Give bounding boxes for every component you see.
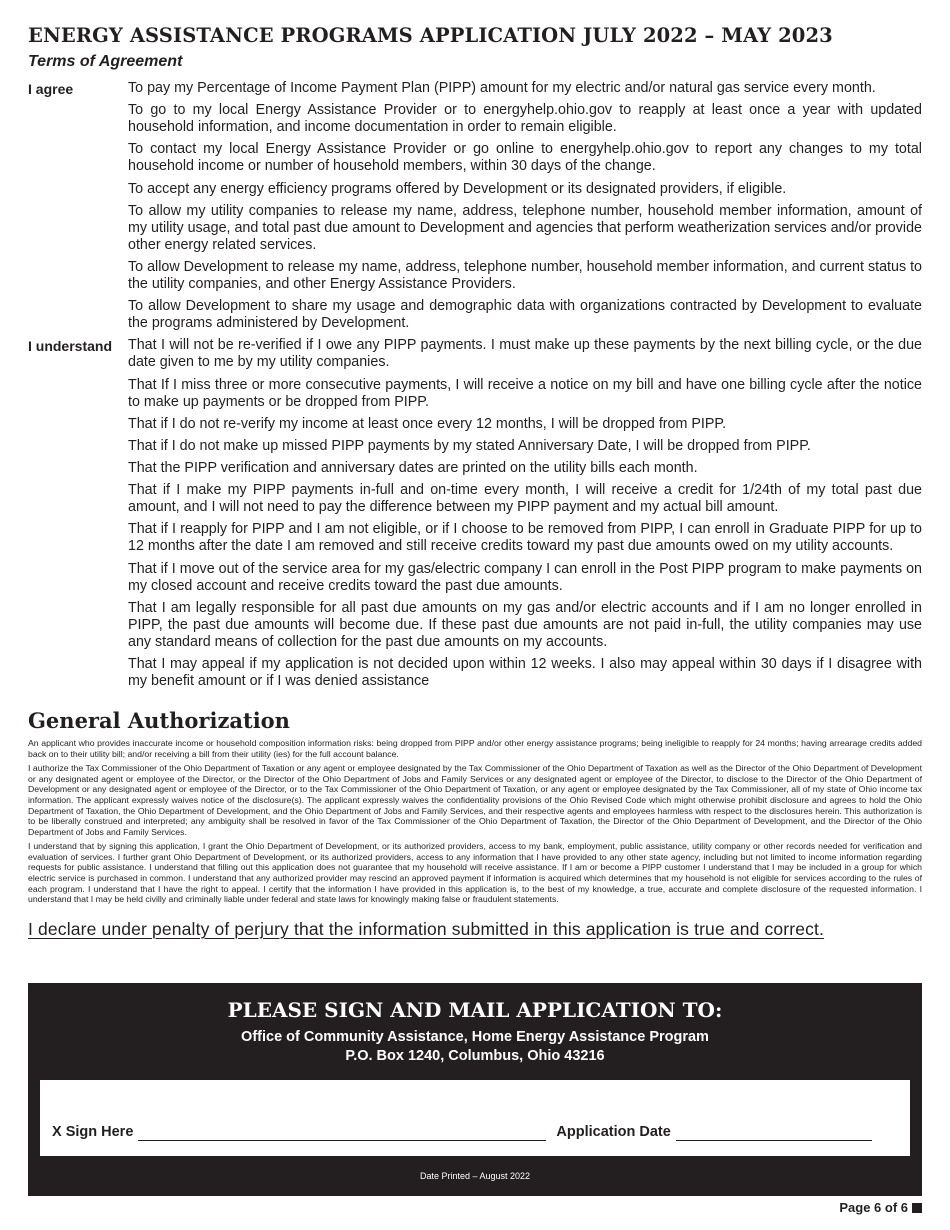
agree-section: [28, 80, 922, 337]
date-printed: Date Printed – August 2022: [419, 1171, 531, 1181]
signature-field[interactable]: [138, 1128, 546, 1141]
mail-heading: PLEASE SIGN AND MAIL APPLICATION TO:: [227, 998, 723, 1022]
page-title: ENERGY ASSISTANCE PROGRAMS APPLICATION JULY 2022 – MAY 2023: [28, 24, 833, 47]
page-number: Page 6 of 6: [839, 1200, 908, 1215]
terms-of-agreement: [28, 80, 922, 695]
agree-label: I agree: [28, 81, 74, 97]
mailing-instructions-box: [28, 983, 922, 1196]
signature-row: [52, 1124, 872, 1141]
understand-item: That if I do not re-verify my income at least once every 12 months, I will be dropped from PIPP.: [128, 415, 727, 432]
understand-item: That if I make my PIPP payments in-full and on-time every month, I will receive a credit for 1/24th of my total past due amount, and I will not need to pay the difference between my PIPP payment and my actual bill amount.: [128, 482, 922, 516]
perjury-declaration: I declare under penalty of perjury that the information submitted in this application is true and correct.: [28, 918, 825, 939]
mail-address: P.O. Box 1240, Columbus, Ohio 43216: [345, 1048, 605, 1064]
understand-item: That I am legally responsible for all past due amounts on my gas and/or electric accounts and if I am no longer enrolled in PIPP, the past due amounts will become due. If these past due amounts are not paid in-full, the utility companies may use any standard means of collection for the past due amounts on my accounts.: [128, 599, 922, 650]
agree-item: To accept any energy efficiency programs offered by Development or its designated providers, if eligible.: [128, 180, 787, 197]
agree-item: To contact my local Energy Assistance Provider or go online to energyhelp.ohio.gov to report any changes to my total household income or number of household members, within 30 days of the change.: [128, 141, 922, 175]
signature-area: [40, 1080, 910, 1156]
agree-item: To allow my utility companies to release my name, address, telephone number, household member information, amount of my utility usage, and total past due amount to Development and agencies that perform weatherization services and/or provide other energy related services.: [128, 202, 922, 253]
general-authorization-heading: General Authorization: [28, 708, 290, 734]
authorization-paragraph: I authorize the Tax Commissioner of the Ohio Department of Taxation or any agent or employee designated by the Tax Commissioner of the Ohio Department of Taxation as well as the Director of the Ohio Department of Development or any designated agent or employee of the Director, or the Director of the Ohio Department of Jobs and Family Services or any designated agent or employee of the Director, to disclose to the Director of the Ohio Department of Development or any designated agent or employee of the Director, or to the Tax Commissioner of the Ohio Department of Taxation, or any agent or employee designated by the Tax Commissioner, all of my state of Ohio income tax information. The applicant expressly waives notice of the disclosure(s). The applicant expressly waives the confidentiality provisions of the Ohio Revised Code which might otherwise prohibit disclosure and agrees to hold the Ohio Department of Taxation, the Ohio Department of Development, and the Ohio Department of Jobs and Family Services, and their respective agents and employees harmless with respect to the disclosures herein. This authorization is to be liberally construed and interpreted; any ambiguity shall be resolved in favor of the Tax Commissioner of the Ohio Department of Taxation, the Director of the Ohio Department of Development, and the Director of the Ohio Department of Jobs and Family Services.: [28, 763, 922, 837]
agree-item: To allow Development to share my usage and demographic data with organizations contracted by Development to evaluate the programs administered by Development.: [128, 298, 922, 332]
understand-item: That I may appeal if my application is not decided upon within 12 weeks. I also may appeal within 30 days if I disagree with my benefit amount or if I was denied assistance: [128, 656, 922, 689]
understand-section: [28, 337, 922, 695]
sign-here-label: X Sign Here: [52, 1124, 134, 1140]
authorization-paragraph: I understand that by signing this application, I grant the Ohio Department of Development, or its authorized providers, access to my bank, employment, public assistance, utility company or other records needed for verification and evaluation of services. I further grant Ohio Department of Development, or its authorized providers, access to any information that I have provided to any other state agency, including but not limited to income information regarding requests for public assistance. I understand that filling out this application does not guarantee that my household will receive assistance. If I am or become a PIPP customer I understand that I may be included in a group for which electric service is purchased in common. I understand that any authorized provider may rescind an approved payment if information is acquired which determines that my household is not eligible for services according to the rules of each program. I understand that I have the right to appeal. I certify that the information I have provided in this application is, to the best of my knowledge, a true, accurate and complete disclosure of the requested information. I understand that I may be held civilly and criminally liable under federal and state laws for knowingly making false or fraudulent statements.: [28, 841, 922, 905]
mail-office: Office of Community Assistance, Home Energy Assistance Program: [241, 1029, 709, 1045]
agree-items: [128, 80, 922, 337]
application-date-field[interactable]: [676, 1128, 872, 1141]
understand-items: [128, 337, 922, 695]
understand-item: That I will not be re-verified if I owe any PIPP payments. I must make up these payments by the next billing cycle, or the due date given to me by my utility companies.: [128, 337, 922, 371]
understand-item: That if I reapply for PIPP and I am not eligible, or if I choose to be removed from PIPP, I can enroll in Graduate PIPP for up to 12 months after the date I am removed and still receive credits toward my past due amounts owed on my utility accounts.: [128, 521, 922, 555]
page-footer: [839, 1200, 922, 1216]
agree-item: To pay my Percentage of Income Payment Plan (PIPP) amount for my electric and/or natural gas service every month.: [128, 80, 876, 96]
understand-item: That if I move out of the service area for my gas/electric company I can enroll in the Post PIPP program to make payments on my closed account and receive credits toward the past due amounts.: [128, 560, 922, 594]
authorization-paragraph: An applicant who provides inaccurate income or household composition information risks: being dropped from PIPP and/or other energy assistance programs; being ineligible to reapply for 24 months; having arrearage credits added back on to their utility bill; and/or receiving a bill from their utility (ies) for the full account balance.: [28, 738, 922, 759]
agree-item: To allow Development to release my name, address, telephone number, household member information, and current status to the utility companies, and other Energy Assistance Providers.: [128, 258, 922, 292]
square-icon: [912, 1203, 922, 1213]
application-date-label: Application Date: [556, 1124, 671, 1140]
document-page: [28, 22, 922, 940]
agree-item: To go to my local Energy Assistance Provider or to energyhelp.ohio.gov to reapply at least once a year with updated household information, and income documentation in order to remain eligible.: [128, 102, 922, 136]
section-subtitle: Terms of Agreement: [28, 53, 183, 70]
understand-item: That If I miss three or more consecutive payments, I will receive a notice on my bill and have one billing cycle after the notice to make up payments or be dropped from PIPP.: [128, 376, 922, 410]
understand-label: I understand: [28, 338, 113, 355]
understand-item: That if I do not make up missed PIPP payments by my stated Anniversary Date, I will be dropped from PIPP.: [128, 437, 811, 454]
understand-item: That the PIPP verification and anniversary dates are printed on the utility bills each month.: [128, 460, 698, 477]
